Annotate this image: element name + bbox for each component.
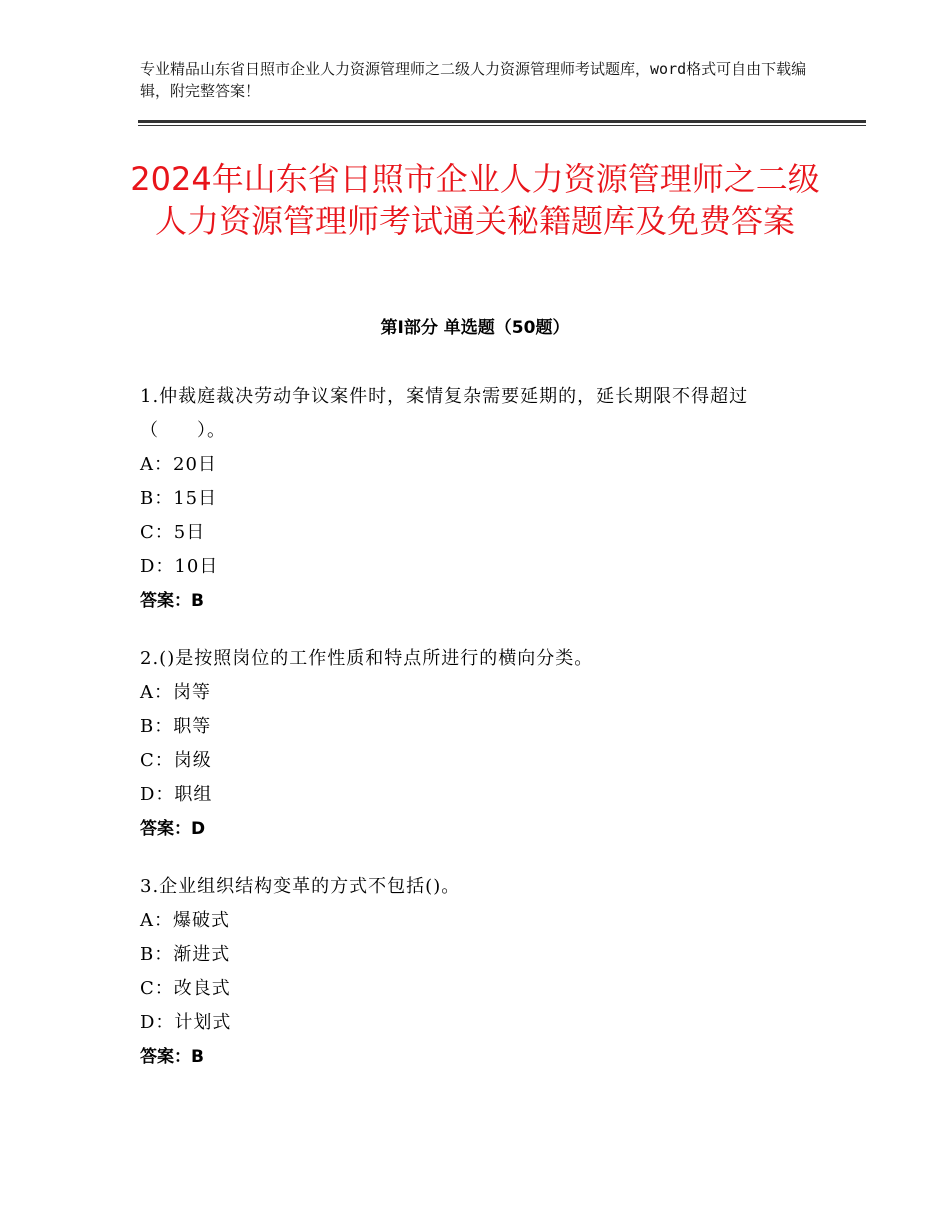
option-d: D：计划式 <box>140 1012 232 1033</box>
option-c: C：岗级 <box>140 750 212 771</box>
header-divider-thin <box>138 125 866 126</box>
option-a: A：岗等 <box>140 682 211 703</box>
question-stem: 1.仲裁庭裁决劳动争议案件时，案情复杂需要延期的，延长期限不得超过（ ）。 <box>140 386 749 441</box>
question-list <box>140 380 810 1098</box>
option-b: B：渐进式 <box>140 944 231 965</box>
question-stem: 3.企业组织结构变革的方式不包括()。 <box>140 876 461 897</box>
option-c: C：改良式 <box>140 978 231 999</box>
header-note: 专业精品山东省日照市企业人力资源管理师之二级人力资源管理师考试题库，word格式可自由下载编辑，附完整答案！ <box>140 60 807 100</box>
header-divider <box>138 120 866 126</box>
question-stem: 2.()是按照岗位的工作性质和特点所进行的横向分类。 <box>140 648 594 669</box>
question-2 <box>140 642 810 846</box>
answer: 答案：D <box>140 819 206 839</box>
header-divider-thick <box>138 120 866 123</box>
option-b: B：15日 <box>140 488 218 509</box>
option-b: B：职等 <box>140 716 212 737</box>
option-a: A：20日 <box>140 454 217 475</box>
option-d: D：10日 <box>140 556 219 577</box>
answer: 答案：B <box>140 1047 204 1067</box>
option-a: A：爆破式 <box>140 910 230 931</box>
section-title: 第Ⅰ部分 单选题（50题） <box>380 318 570 338</box>
option-d: D：职组 <box>140 784 213 805</box>
question-1 <box>140 380 810 618</box>
question-3 <box>140 870 810 1074</box>
document-title: 2024年山东省日照市企业人力资源管理师之二级人力资源管理师考试通关秘籍题库及免费答案 <box>130 160 820 240</box>
option-c: C：5日 <box>140 522 206 543</box>
answer: 答案：B <box>140 591 204 611</box>
